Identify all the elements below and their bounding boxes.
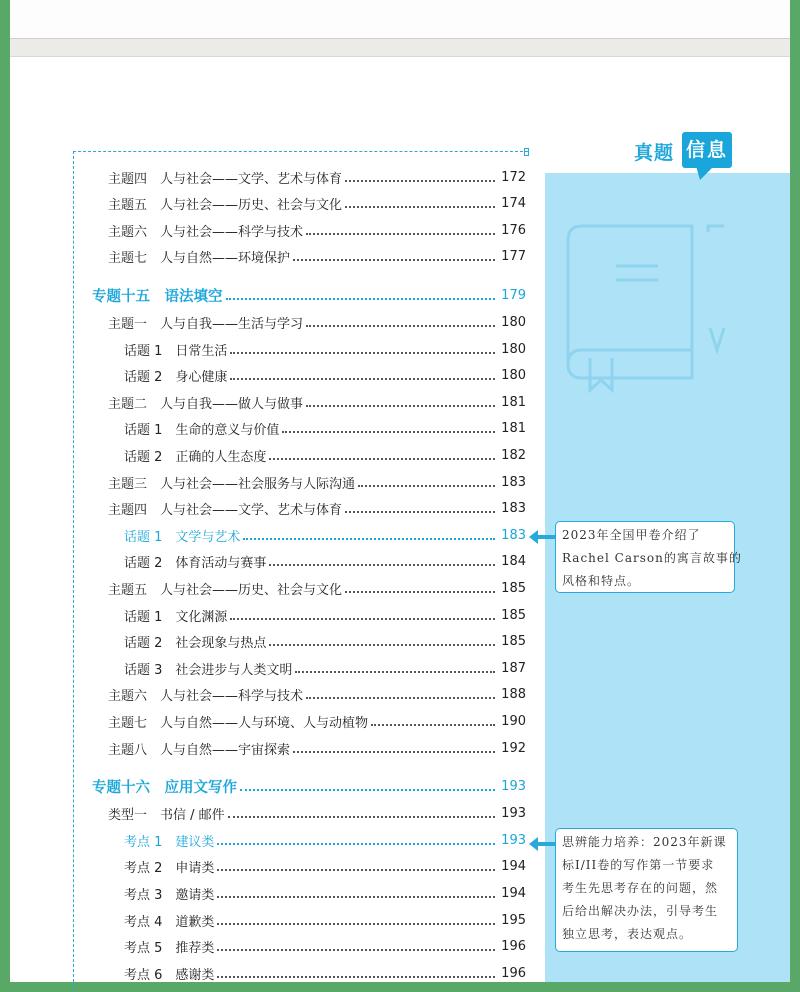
toc-page-number: 181 xyxy=(501,394,526,410)
toc-entry[interactable] xyxy=(108,472,526,492)
toc-entry[interactable] xyxy=(124,910,526,930)
toc-entry[interactable] xyxy=(108,685,526,705)
toc-leader-dots xyxy=(306,404,495,407)
toc-entry[interactable] xyxy=(124,366,526,386)
toc-page-number: 193 xyxy=(501,779,526,795)
toc-leader-dots xyxy=(217,895,495,898)
note-line: 独立思考，表达观点。 xyxy=(562,927,693,941)
toc-leader-dots xyxy=(217,948,495,951)
toc-leader-dots xyxy=(226,297,496,300)
toc-leader-dots xyxy=(269,563,495,566)
toc-entry-label: 主题八 人与自然——宇宙探索 xyxy=(108,742,291,758)
toc-page-number: 192 xyxy=(501,740,526,756)
toc-entry[interactable] xyxy=(124,525,526,545)
toc-page-number: 182 xyxy=(501,447,526,463)
toc-leader-dots xyxy=(230,617,495,620)
toc-leader-dots xyxy=(306,232,495,235)
toc-section-heading[interactable] xyxy=(92,777,526,797)
toc-entry-label: 主题七 人与自然——环境保护 xyxy=(108,251,291,267)
toc-page-number: 183 xyxy=(501,527,526,543)
toc-leader-dots xyxy=(345,590,495,593)
toc-entry-label: 主题六 人与社会——科学与技术 xyxy=(108,224,304,240)
toc-leader-dots xyxy=(240,788,495,791)
toc-frame-end xyxy=(524,148,529,156)
toc-entry-label: 话题 1 文学与艺术 xyxy=(124,529,241,545)
toc-leader-dots xyxy=(295,670,495,673)
toc-entry-label: 类型一 书信 / 邮件 xyxy=(108,808,225,824)
toc-leader-dots xyxy=(358,484,495,487)
toc-entry-label: 考点 2 申请类 xyxy=(124,861,215,877)
toc-leader-dots xyxy=(306,324,495,327)
toc-entry-label: 专题十六 应用文写作 xyxy=(92,779,237,797)
toc-page-number: 185 xyxy=(501,634,526,650)
note-line: 风格和特点。 xyxy=(562,574,641,588)
title-badge-tail xyxy=(696,166,714,180)
toc-leader-dots xyxy=(230,377,495,380)
toc-page-number: 172 xyxy=(501,169,526,185)
toc-entry-label: 话题 2 社会现象与热点 xyxy=(124,636,267,652)
toc-page-number: 193 xyxy=(501,806,526,822)
toc-page-number: 184 xyxy=(501,554,526,570)
toc-entry-label: 主题三 人与社会——社会服务与人际沟通 xyxy=(108,476,356,492)
note-arrow-2 xyxy=(537,842,555,846)
toc-leader-dots xyxy=(345,205,495,208)
note-line: Rachel Carson的寓言故事的 xyxy=(562,551,742,565)
note-line: 后给出解决办法，引导考生 xyxy=(562,904,719,918)
note-line: 考生先思考存在的问题，然 xyxy=(562,881,719,895)
toc-leader-dots xyxy=(217,842,495,845)
note-line: 2023年全国甲卷介绍了 xyxy=(562,528,701,542)
toc-entry-label: 考点 4 道歉类 xyxy=(124,914,215,930)
toc-page-number: 180 xyxy=(501,314,526,330)
toc-entry-label: 话题 2 体育活动与赛事 xyxy=(124,556,267,572)
toc-leader-dots xyxy=(217,975,495,978)
toc-entry[interactable] xyxy=(124,937,526,957)
toc-leader-dots xyxy=(306,696,495,699)
toc-entry-label: 话题 1 生命的意义与价值 xyxy=(124,423,280,439)
note-box-2 xyxy=(555,828,738,952)
toc-page-number: 174 xyxy=(501,196,526,212)
toc-entry[interactable] xyxy=(124,658,526,678)
toc-entry[interactable] xyxy=(124,632,526,652)
toc-leader-dots xyxy=(345,510,495,513)
toc-entry[interactable] xyxy=(124,552,526,572)
toc-entry[interactable] xyxy=(108,167,526,187)
note-box-1 xyxy=(555,521,742,593)
toc-entry-label: 主题五 人与社会——历史、社会与文化 xyxy=(108,198,343,214)
toc-entry[interactable] xyxy=(108,194,526,214)
toc-page-number: 176 xyxy=(501,222,526,238)
toc-entry[interactable] xyxy=(124,883,526,903)
toc-entry-label: 考点 5 推荐类 xyxy=(124,941,215,957)
toc-entry-label: 话题 1 文化渊源 xyxy=(124,609,228,625)
toc-page-number: 194 xyxy=(501,885,526,901)
toc-page-number: 196 xyxy=(501,965,526,981)
toc-leader-dots xyxy=(217,922,495,925)
toc-page-number: 177 xyxy=(501,249,526,265)
toc-entry[interactable] xyxy=(124,445,526,465)
toc-entry[interactable] xyxy=(108,499,526,519)
toc-section-heading[interactable] xyxy=(92,285,526,305)
toc-entry-label: 话题 2 身心健康 xyxy=(124,370,228,386)
toc-entry[interactable] xyxy=(108,578,526,598)
toc-entry-label: 话题 1 日常生活 xyxy=(124,343,228,359)
toc-entry-label: 主题二 人与自我——做人与做事 xyxy=(108,396,304,412)
toc-leader-dots xyxy=(269,643,495,646)
toc-leader-dots xyxy=(230,351,495,354)
toc-entry-label: 考点 6 感谢类 xyxy=(124,967,215,983)
note-arrow-1 xyxy=(537,535,555,539)
toc-entry-label: 主题五 人与社会——历史、社会与文化 xyxy=(108,582,343,598)
toc-entry-label: 主题一 人与自我——生活与学习 xyxy=(108,316,304,332)
toc-page-number: 185 xyxy=(501,607,526,623)
page-divider-strip xyxy=(10,38,790,57)
toc-leader-dots xyxy=(345,179,495,182)
toc-leader-dots xyxy=(217,868,495,871)
toc-page-number: 183 xyxy=(501,501,526,517)
title-badge: 信息 xyxy=(682,132,732,168)
toc-entry-label: 话题 2 正确的人生态度 xyxy=(124,449,267,465)
toc-page-number: 180 xyxy=(501,368,526,384)
toc-entry[interactable] xyxy=(108,804,526,824)
toc-entry-label: 主题七 人与自然——人与环境、人与动植物 xyxy=(108,715,369,731)
toc-leader-dots xyxy=(243,537,495,540)
toc-entry-label: 话题 3 社会进步与人类文明 xyxy=(124,662,293,678)
toc-page-number: 194 xyxy=(501,859,526,875)
toc-entry-label: 主题四 人与社会——文学、艺术与体育 xyxy=(108,171,343,187)
toc-entry[interactable] xyxy=(108,312,526,332)
toc-entry[interactable] xyxy=(124,419,526,439)
toc-entry[interactable] xyxy=(124,857,526,877)
toc-entry[interactable] xyxy=(124,339,526,359)
toc-entry-label: 专题十五 语法填空 xyxy=(92,287,223,305)
toc-page-number: 196 xyxy=(501,939,526,955)
toc-leader-dots xyxy=(371,723,495,726)
toc-entry-label: 主题四 人与社会——文学、艺术与体育 xyxy=(108,503,343,519)
toc-page-number: 181 xyxy=(501,421,526,437)
book-icon xyxy=(560,218,730,398)
toc-entry[interactable] xyxy=(108,392,526,412)
toc-entry[interactable] xyxy=(108,220,526,240)
toc-entry[interactable] xyxy=(108,738,526,758)
toc-entry[interactable] xyxy=(124,605,526,625)
toc-entry[interactable] xyxy=(108,247,526,267)
title-text: 真题 xyxy=(634,142,675,164)
toc-leader-dots xyxy=(293,258,495,261)
previous-page-edge xyxy=(10,0,790,38)
toc-page-number: 188 xyxy=(501,687,526,703)
toc-page-number: 190 xyxy=(501,713,526,729)
toc-page-number: 193 xyxy=(501,832,526,848)
toc-page-number: 195 xyxy=(501,912,526,928)
toc-leader-dots xyxy=(269,457,495,460)
toc-entry[interactable] xyxy=(124,963,526,983)
toc-entry[interactable] xyxy=(124,830,526,850)
toc-entry[interactable] xyxy=(108,711,526,731)
toc-page-number: 179 xyxy=(501,287,526,303)
note-line: 思辨能力培养：2023年新课 xyxy=(562,835,727,849)
toc-page-number: 187 xyxy=(501,660,526,676)
toc-page-number: 185 xyxy=(501,580,526,596)
toc-entry-label: 考点 1 建议类 xyxy=(124,834,215,850)
note-line: 标I/II卷的写作第一节要求 xyxy=(562,858,715,872)
toc-page-number: 183 xyxy=(501,474,526,490)
toc-leader-dots xyxy=(293,750,495,753)
toc-leader-dots xyxy=(282,430,495,433)
toc-page-number: 180 xyxy=(501,341,526,357)
toc-entry-label: 主题六 人与社会——科学与技术 xyxy=(108,689,304,705)
toc-entry-label: 考点 3 邀请类 xyxy=(124,887,215,903)
toc-leader-dots xyxy=(228,815,495,818)
